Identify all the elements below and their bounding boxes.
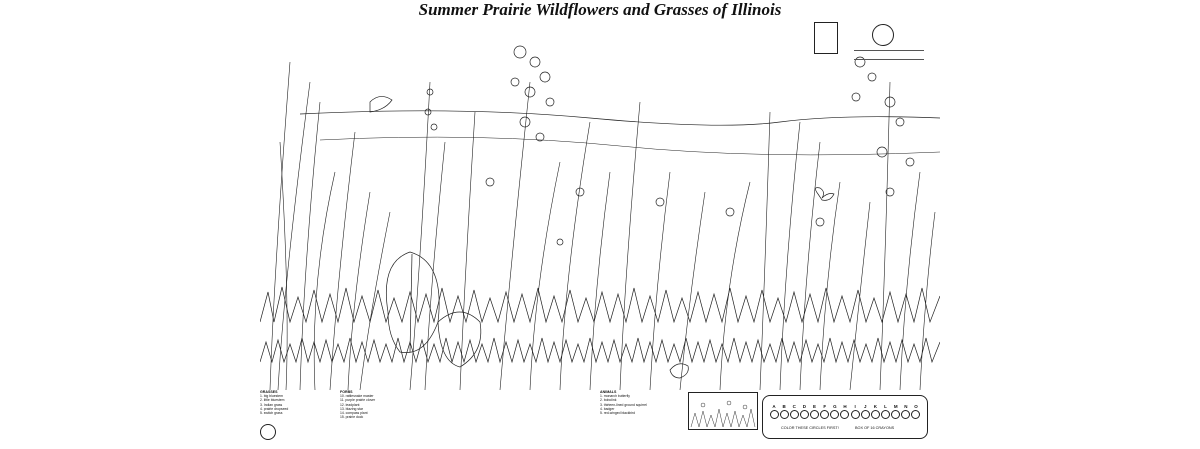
legend-item: 1. big bluestem: [260, 394, 283, 399]
legend-item: 5. switch grass: [260, 411, 283, 416]
poster-title: Summer Prairie Wildflowers and Grasses of Illinois: [418, 0, 782, 19]
color-circle[interactable]: C: [789, 404, 799, 419]
color-circle[interactable]: H: [840, 404, 850, 419]
legend-item: 5. red-winged blackbird: [600, 411, 636, 416]
color-circle[interactable]: J: [860, 404, 870, 419]
legend-item: 3. Indian grass: [260, 402, 283, 407]
color-circle[interactable]: E: [810, 404, 820, 419]
color-circles: [769, 404, 921, 419]
legend-item: 4. prairie dropseed: [260, 406, 289, 411]
key-caption-left: COLOR THESE CIRCLES FIRST!: [781, 426, 839, 430]
legend-item: 14. compass plant: [340, 411, 368, 416]
logo-caption: [854, 50, 924, 60]
legend-item: 12. leadplant: [340, 402, 360, 407]
animals-heading: ANIMALS: [600, 390, 617, 394]
poster: [258, 0, 942, 449]
legend-item: 11. purple prairie clover: [340, 398, 376, 403]
species-legend: [260, 390, 760, 444]
color-circle[interactable]: G: [830, 404, 840, 419]
legend-item: 2. bobolink: [600, 398, 617, 403]
legend-item: 13. blazing star: [340, 406, 363, 411]
state-seal-icon: [260, 424, 276, 440]
color-circle[interactable]: A: [769, 404, 779, 419]
color-circle[interactable]: B: [779, 404, 789, 419]
logos: [814, 22, 924, 68]
color-circle[interactable]: M: [891, 404, 901, 419]
color-circle[interactable]: F: [820, 404, 830, 419]
grasses-heading: GRASSES: [260, 390, 278, 394]
crayon-color-key: [762, 395, 928, 439]
color-circle[interactable]: D: [799, 404, 809, 419]
color-circle[interactable]: K: [870, 404, 880, 419]
legend-item: 4. badger: [600, 406, 615, 411]
color-circle[interactable]: N: [901, 404, 911, 419]
legend-item: 1. monarch butterfly: [600, 394, 630, 399]
key-caption-right: BOX OF 16 CRAYONS: [855, 426, 895, 430]
legend-item: 3. thirteen-lined ground squirrel: [600, 402, 647, 407]
forbs-heading: FORBS: [340, 390, 353, 394]
color-circle[interactable]: I: [850, 404, 860, 419]
legend-item: 10. rattlesnake master: [340, 394, 374, 399]
dnr-seal-icon: [872, 24, 894, 46]
inset-sketch: [688, 392, 758, 430]
color-circle[interactable]: L: [881, 404, 891, 419]
color-circle[interactable]: O: [911, 404, 921, 419]
legend-item: 15. prairie dock: [340, 415, 364, 420]
museum-logo: [814, 22, 838, 54]
legend-item: 2. little bluestem: [260, 398, 285, 403]
prairie-illustration: [260, 22, 940, 390]
